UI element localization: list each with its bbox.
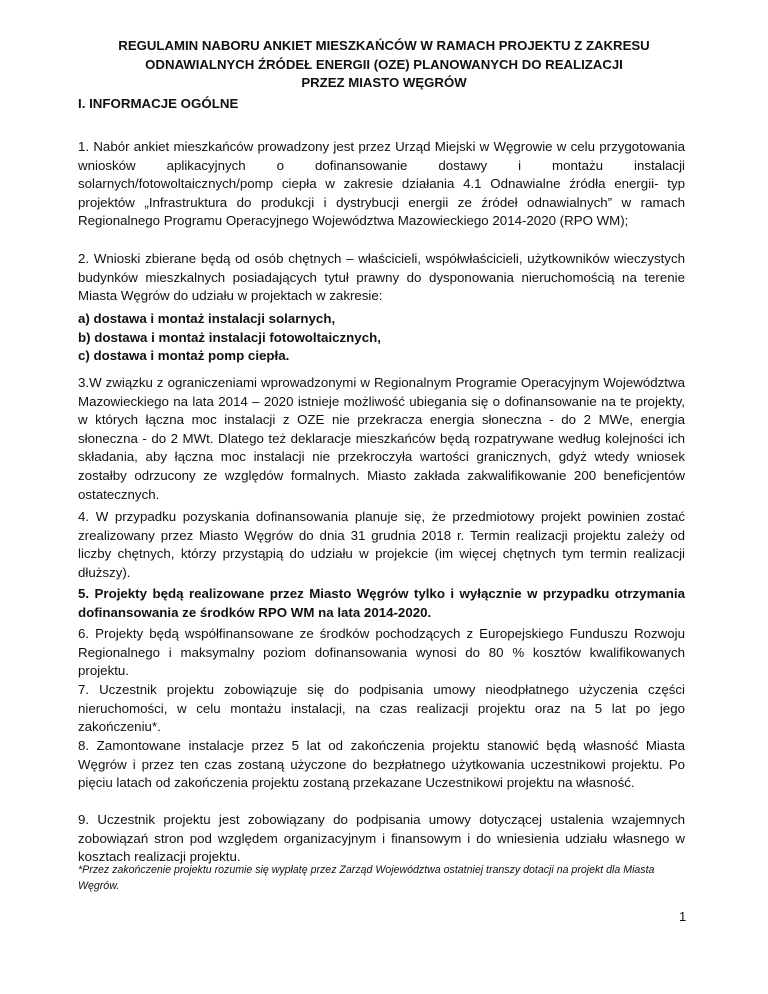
scope-item-a: a) dostawa i montaż instalacji solarnych,	[78, 311, 336, 326]
paragraph-8: 8. Zamontowane instalacje przez 5 lat od zakończenia projektu stanowić będą własność Miasta Węgrów i przez ten czas zostaną użyczone do bezpłatnego użytkowania uczestnikowi projektu. Po pięciu latach od zakończenia projektu zostaną przekazane Uczestnikowi projektu na własność.	[78, 738, 685, 791]
paragraph-6: 6. Projekty będą współfinansowane ze środków pochodzących z Europejskiego Funduszu Rozwoju Regionalnego i maksymalny poziom dofinansowania wynosi do 80 % kosztów kwalifikowanych projektu.	[78, 626, 685, 679]
title-line-2: ODNAWIALNYCH ŹRÓDEŁ ENERGII (OZE) PLANOWANYCH DO REALIZACJI	[145, 56, 623, 72]
paragraph-2: 2. Wnioski zbierane będą od osób chętnych – właścicieli, współwłaścicieli, użytkowników wieczystych budynków mieszkalnych posiadających tytuł prawny do dysponowania nieruchomością na terenie Miasta Węgrów do udziału w projektach w zakresie:	[78, 251, 685, 304]
scope-item-c: c) dostawa i montaż pomp ciepła.	[78, 348, 290, 364]
paragraph-4: 4. W przypadku pozyskania dofinansowania planuje się, że przedmiotowy projekt powinien zostać zrealizowany przez Miasto Węgrów do dnia 31 grudnia 2018 r. Termin realizacji projektu zależy od liczby chętnych, którzy przystąpią do udziału w projekcie (im więcej chętnych tym termin realizacji dłuższy).	[78, 509, 685, 580]
section-heading: I. INFORMACJE OGÓLNE	[78, 96, 239, 111]
scope-list	[78, 310, 381, 366]
scope-item-b: b) dostawa i montaż instalacji fotowoltaicznych,	[78, 329, 381, 345]
title-line-1: REGULAMIN NABORU ANKIET MIESZKAŃCÓW W RAMACH PROJEKTU Z ZAKRESU	[118, 38, 650, 53]
footnote: *Przez zakończenie projektu rozumie się wypłatę przez Zarząd Województwa ostatniej transzy dotacji na projekt dla Miasta Węgrów.	[78, 864, 655, 892]
paragraph-5: 5. Projekty będą realizowane przez Miasto Węgrów tylko i wyłącznie w przypadku otrzymania dofinansowania ze środków RPO WM na lata 2014-2020.	[78, 586, 685, 620]
page-number: 1	[679, 909, 687, 924]
paragraph-1: 1. Nabór ankiet mieszkańców prowadzony jest przez Urząd Miejski w Węgrowie w celu przygotowania wniosków aplikacyjnych o dofinansowanie dostawy i montażu instalacji solarnych/fotowoltaicznych/pomp ciepła w zakresie działania 4.1 Odnawialne źródła energii- typ projektów „Infrastruktura do produkcji i dystrybucji energii ze źródeł odnawialnych” w ramach Regionalnego Programu Operacyjnego Województwa Mazowieckiego 2014-2020 (RPO WM);	[78, 139, 685, 229]
paragraph-9: 9. Uczestnik projektu jest zobowiązany do podpisania umowy dotyczącej ustalenia wzajemnych zobowiązań stron pod względem organizacyjnym i finansowym i do wniesienia udziału własnego w kosztach realizacji projektu.	[78, 812, 685, 865]
paragraph-7: 7. Uczestnik projektu zobowiązuje się do podpisania umowy nieodpłatnego użyczenia części nieruchomości, w celu montażu instalacji, na czas realizacji projektu oraz na 5 lat po jego zakończeniu*.	[78, 682, 685, 735]
paragraph-3: 3.W związku z ograniczeniami wprowadzonymi w Regionalnym Programie Operacyjnym Województwa Mazowieckiego na lata 2014 – 2020 istnieje możliwość ubiegania się o dofinansowanie na te projekty, w których łączna moc instalacji z OZE nie przekracza energia słoneczna - do 2 MWe, energia słoneczna - do 2 MWt. Dlatego też deklaracje mieszkańców będą rozpatrywane według kolejności ich składania, aby łączna moc instalacji nie przekroczyła wartości granicznych, gdyż wtedy wniosek zostałby odrzucony ze względów formalnych. Miasto zakłada zakwalifikowanie 200 beneficjentów ostatecznych.	[78, 375, 685, 502]
title-line-3: PRZEZ MIASTO WĘGRÓW	[301, 75, 467, 90]
document-title	[90, 37, 678, 93]
